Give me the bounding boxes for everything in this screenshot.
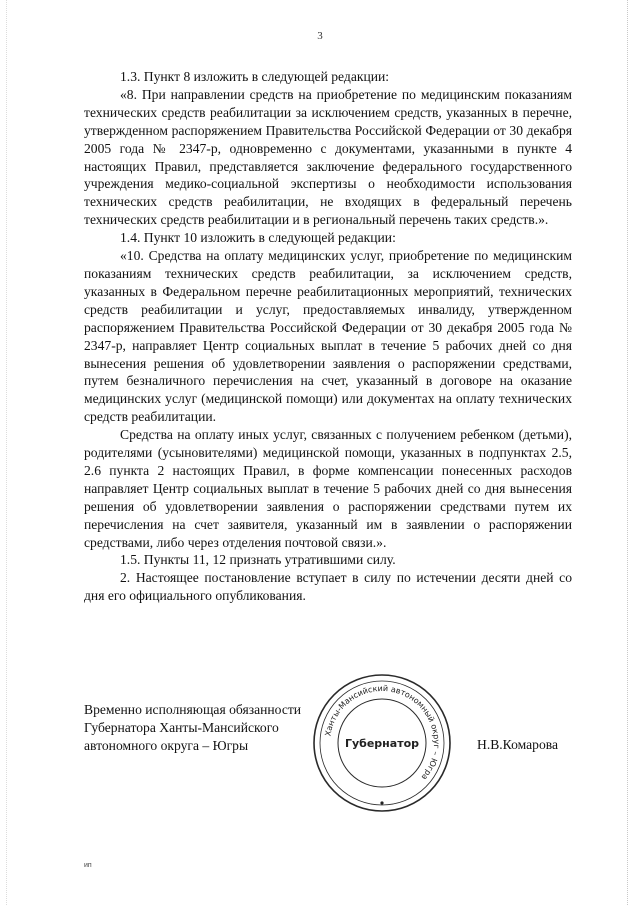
page-number: 3 bbox=[317, 30, 323, 42]
scan-edge-left bbox=[6, 0, 8, 905]
seal-ring-text: Ханты-Мансийский автономный округ – Югра bbox=[323, 683, 442, 782]
governor-seal bbox=[311, 672, 453, 814]
paragraph-1-5: 1.5. Пункты 11, 12 признать утратившими силу. bbox=[120, 552, 396, 568]
paragraph-item-8: «8. При направлении средств на приобретение по медицинским показаниям технических средств реабилитации за исключением средств, указанных в перечне, утвержденном распоряжением Правительства Российской Федерации от 30 декабря 2005 года № 2347-р, одновременно с документами, указанными в пункте 4 настоящих Правил, представляется заключение федерального государственного учреждения медико-социальной экспертизы о необходимости использования технических средств реабилитации, не входящих в федеральный перечень технических средств реабилитации и в региональный перечень таких средств.». bbox=[84, 86, 572, 228]
seal-center-text: Губернатор bbox=[344, 737, 420, 750]
document-body bbox=[84, 68, 572, 605]
position-line: автономного округа – Югры bbox=[84, 738, 249, 753]
paragraph-effective-date: 2. Настоящее постановление вступает в силу по истечении десяти дней со дня его официального опубликования. bbox=[84, 570, 572, 604]
paragraph-other-services: Средства на оплату иных услуг, связанных с получением ребенком (детьми), родителями (усыновителями) медицинской помощи, указанных в подпунктах 2.5, 2.6 пункта 2 настоящих Правил, в форме компенсации понесенных расходов направляет Центр социальных выплат в течение 5 рабочих дней со дня вынесения решения об удовлетворении заявления о распоряжении средствами путем их перечисления на счет заявителя, указанный им в заявлении о распоряжении средствами, либо через отделения почтовой связи.». bbox=[84, 427, 572, 550]
paragraph-1-4: 1.4. Пункт 10 изложить в следующей редакции: bbox=[120, 230, 396, 246]
position-line: Губернатора Ханты-Мансийского bbox=[84, 720, 279, 735]
position-line: Временно исполняющая обязанности bbox=[84, 702, 302, 717]
paragraph-1-3: 1.3. Пункт 8 изложить в следующей редакции: bbox=[120, 69, 390, 84]
paragraph-item-10: «10. Средства на оплату медицинских услуг, приобретение по медицинским показаниям технических средств реабилитации, за исключением средств, указанных в Федеральном перечне реабилитационных мероприятий, технических средств реабилитации и услуг, предоставляемых инвалиду, утвержденном распоряжением Правительства Российской Федерации от 30 декабря 2005 года № 2347-р, направляет Центр социальных выплат в течение 5 рабочих дней со дня вынесения решения об удовлетворении заявления о распоряжении средствами, путем безналичного перечисления на счет, указанный в договоре на оказание медицинских услуг (медицинской помощи) или документах на оплату технических средств реабилитации. bbox=[84, 248, 572, 425]
signer-name: Н.В.Комарова bbox=[477, 737, 559, 752]
seal-dot bbox=[380, 801, 383, 804]
footer-mark: ип bbox=[84, 862, 92, 869]
signatory-position bbox=[84, 701, 344, 755]
scan-edge-right bbox=[626, 0, 628, 905]
